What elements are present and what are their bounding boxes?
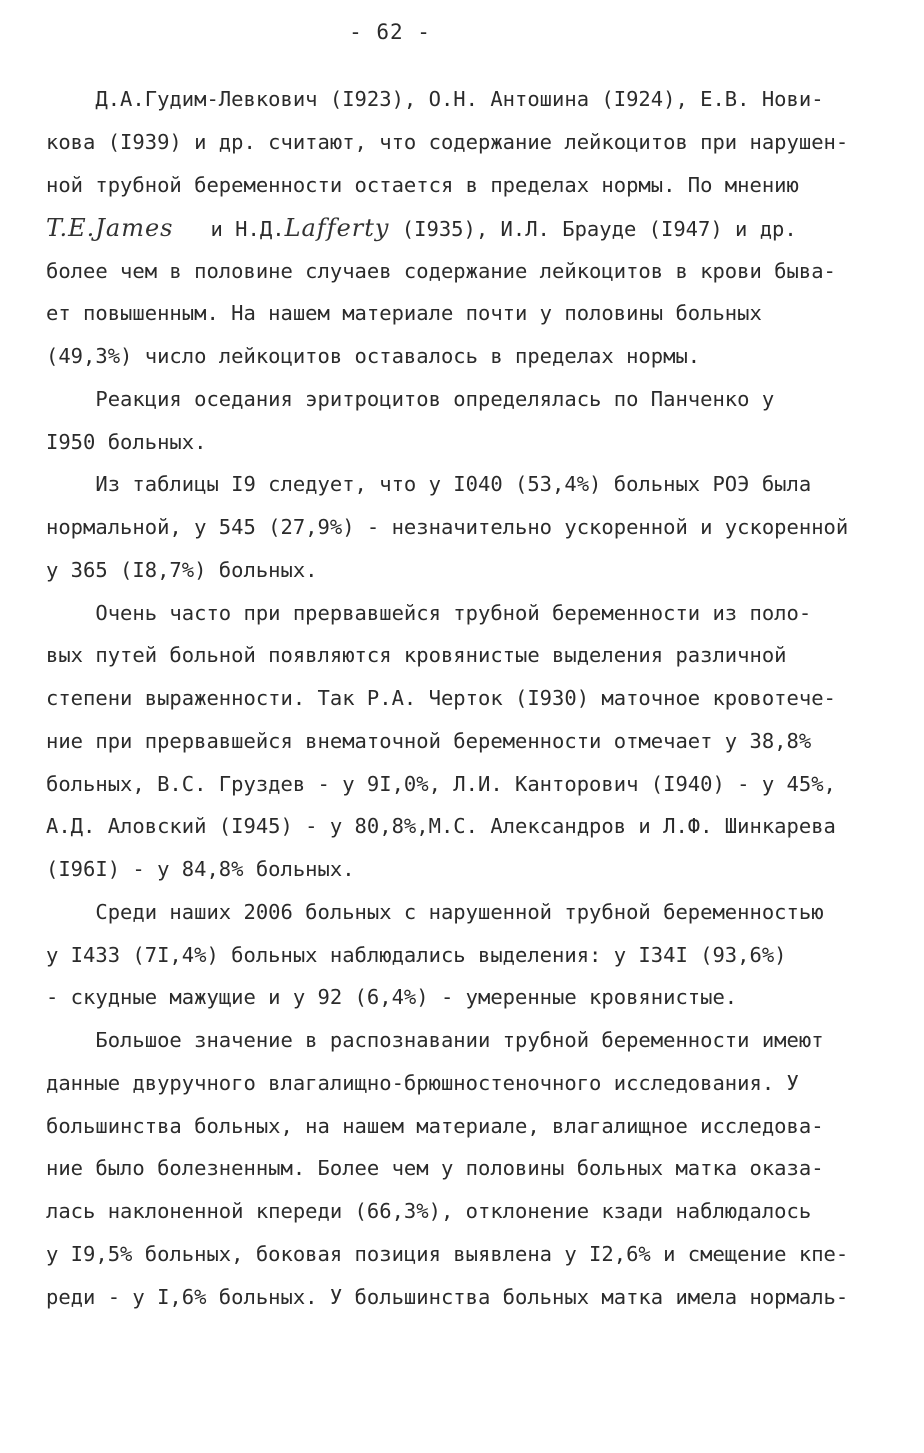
text-line: Очень часто при прервавшейся трубной беременности из поло- [46,601,812,625]
text-fragment: (I935), И.Л. Брауде (I947) и др. [389,217,797,241]
text-line: нормальной, у 545 (27,9%) - незначительно ускоренной и ускоренной [46,515,849,539]
text-line: кова (I939) и др. считают, что содержание лейкоцитов при нарушен- [46,130,849,154]
text-line: А.Д. Аловский (I945) - у 80,8%,М.С. Александров и Л.Ф. Шинкарева [46,814,836,838]
text-line: Из таблицы I9 следует, что у I040 (53,4%) больных РОЭ была [46,472,812,496]
text-line: данные двуручного влагалищно-брюшностеночного исследования. У [46,1071,799,1095]
text-line: ет повышенным. На нашем материале почти у половины больных [46,301,762,325]
text-line: I950 больных. [46,430,207,454]
text-line: (49,3%) число лейкоцитов оставалось в пределах нормы. [46,344,701,368]
text-line: у 365 (I8,7%) больных. [46,558,318,582]
text-line: больных, В.С. Груздев - у 9I,0%, Л.И. Канторович (I940) - у 45%, [46,772,836,796]
text-line: Д.А.Гудим-Левкович (I923), О.Н. Антошина (I924), Е.В. Нови- [46,87,824,111]
text-line: лась наклоненной кпереди (66,3%), отклонение кзади наблюдалось [46,1199,812,1223]
page-number: - 62 - [349,20,431,44]
text-line-handwritten-names [46,213,797,244]
text-line: - скудные мажущие и у 92 (6,4%) - умеренные кровянистые. [46,985,738,1009]
text-line: ной трубной беременности остается в пределах нормы. По мнению [46,173,799,197]
text-fragment: и Н.Д. [173,217,285,241]
text-line: у I433 (7I,4%) больных наблюдались выделения: у I34I (93,6%) [46,943,787,967]
text-line: у I9,5% больных, боковая позиция выявлена у I2,6% и смещение кпе- [46,1242,849,1266]
text-line: Реакция оседания эритроцитов определялась по Панченко у [46,387,775,411]
text-line: Среди наших 2006 больных с нарушенной трубной беременностью [46,900,824,924]
text-line: ние при прервавшейся внематочной беременности отмечает у 38,8% [46,729,812,753]
text-line: степени выраженности. Так Р.А. Черток (I930) маточное кровотече- [46,686,836,710]
handwritten-name-lafferty: Lafferty [284,214,390,242]
text-line: ние было болезненным. Более чем у половины больных матка оказа- [46,1156,824,1180]
text-line: вых путей больной появляются кровянистые выделения различной [46,643,787,667]
text-line: большинства больных, на нашем материале, влагалищное исследова- [46,1114,824,1138]
text-line: Большое значение в распознавании трубной беременности имеют [46,1028,824,1052]
text-line: (I96I) - у 84,8% больных. [46,857,355,881]
text-line: реди - у I,6% больных. У большинства больных матка имела нормаль- [46,1285,849,1309]
handwritten-name-james: T.E.James [46,214,174,242]
text-line: более чем в половине случаев содержание лейкоцитов в крови быва- [46,259,836,283]
